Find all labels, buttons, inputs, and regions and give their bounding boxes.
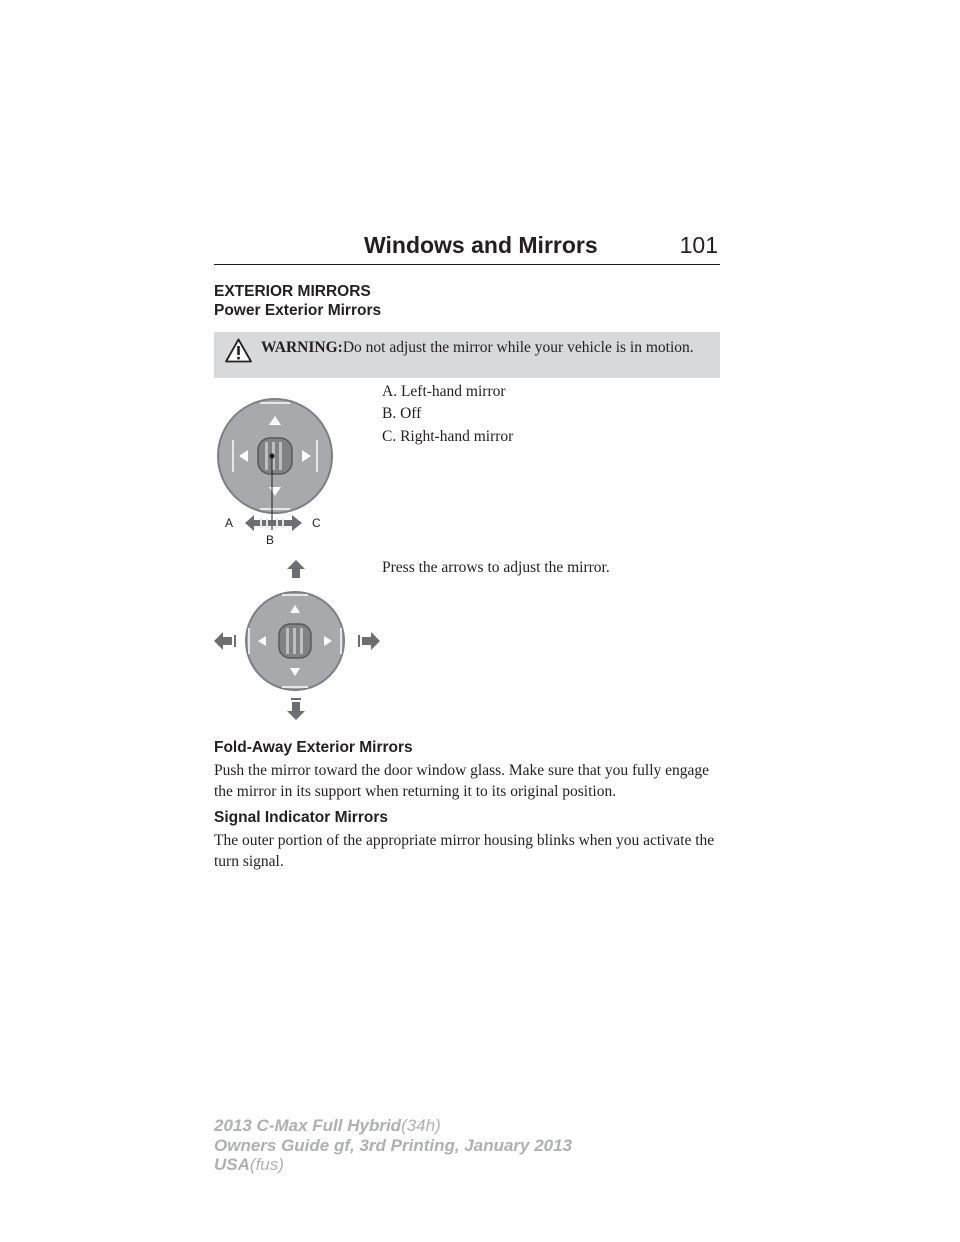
page-header bbox=[214, 228, 720, 265]
heading-power-exterior-mirrors: Power Exterior Mirrors bbox=[214, 302, 382, 319]
heading-fold-away-mirrors: Fold-Away Exterior Mirrors bbox=[214, 739, 413, 756]
figure-label-c: C bbox=[312, 516, 321, 530]
page-number: 101 bbox=[679, 232, 718, 258]
figure-label-b: B bbox=[266, 533, 275, 547]
mirror-adjust-figure bbox=[212, 558, 382, 724]
figure-label-a: A bbox=[225, 516, 234, 530]
footer-printing: Owners Guide gf, 3rd Printing, January 2013 bbox=[214, 1135, 573, 1155]
warning-triangle-icon bbox=[225, 338, 252, 363]
legend-item-b: B. Off bbox=[382, 405, 422, 422]
fold-away-text: Push the mirror toward the door window glass. Make sure that you fully engage the mirror in its support when returning it to its original position. bbox=[214, 762, 710, 800]
signal-indicator-text: The outer portion of the appropriate mirror housing blinks when you activate the turn signal. bbox=[214, 832, 715, 870]
footer-market: USA bbox=[214, 1155, 250, 1174]
section-title: Windows and Mirrors bbox=[364, 232, 598, 258]
footer-model-code: (34h) bbox=[401, 1116, 441, 1135]
footer-line-3 bbox=[214, 1155, 572, 1175]
footer-line-2 bbox=[214, 1136, 572, 1156]
mirror-selector-figure bbox=[214, 382, 338, 550]
heading-exterior-mirrors: EXTERIOR MIRRORS bbox=[214, 283, 371, 300]
warning-box bbox=[214, 332, 720, 378]
heading-signal-indicator-mirrors: Signal Indicator Mirrors bbox=[214, 809, 388, 826]
warning-label: WARNING: bbox=[261, 339, 343, 356]
legend-item-c: C. Right-hand mirror bbox=[382, 428, 514, 445]
press-arrows-text: Press the arrows to adjust the mirror. bbox=[382, 559, 610, 576]
footer-model: 2013 C-Max Full Hybrid bbox=[214, 1116, 402, 1135]
warning-message: Do not adjust the mirror while your vehicle is in motion. bbox=[342, 339, 694, 356]
footer-market-code: (fus) bbox=[249, 1155, 284, 1174]
warning-text bbox=[261, 338, 706, 359]
legend-item-a: A. Left-hand mirror bbox=[382, 383, 506, 400]
footer bbox=[214, 1116, 572, 1175]
footer-line-1 bbox=[214, 1116, 572, 1136]
